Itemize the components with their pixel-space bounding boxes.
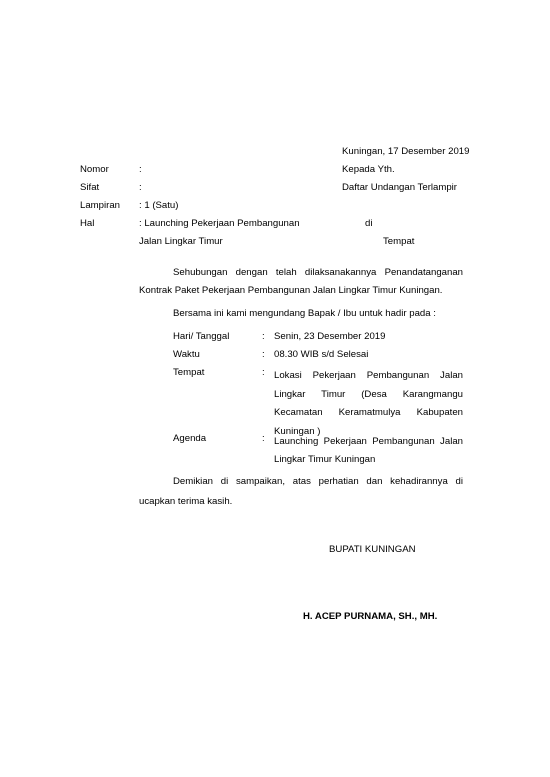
- waktu-value: 08.30 WIB s/d Selesai: [274, 349, 369, 360]
- recipient-line-1: Kepada Yth.: [342, 164, 395, 175]
- body-paragraph-1: Sehubungan dengan telah dilaksanakannya Penandatanganan Kontrak Paket Pekerjaan Pembangunan Jalan Lingkar Timur Kuningan.: [139, 267, 463, 296]
- lampiran-label: Lampiran: [80, 200, 120, 211]
- hari-colon: :: [262, 331, 265, 342]
- sifat-label: Sifat: [80, 182, 100, 193]
- tempat-value: Lokasi Pekerjaan Pembangunan Jalan Lingkar Timur (Desa Karangmangu Kecamatan Keramatmulya Kabupaten Kuningan ): [274, 370, 463, 437]
- recipient-tempat: Tempat: [383, 236, 415, 247]
- hal-label: Hal: [80, 218, 95, 229]
- recipient-line-2: Daftar Undangan Terlampir: [342, 182, 458, 193]
- hal-value-line-2: Jalan Lingkar Timur: [139, 236, 223, 247]
- agenda-value: Launching Pekerjaan Pembangunan Jalan Lingkar Timur Kuningan: [274, 436, 463, 465]
- closing-paragraph: Demikian di sampaikan, atas perhatian dan kehadirannya di ucapkan terima kasih.: [139, 476, 463, 507]
- waktu-colon: :: [262, 349, 265, 360]
- body-paragraph-2: Bersama ini kami mengundang Bapak / Ibu untuk hadir pada :: [173, 308, 436, 319]
- hari-label: Hari/ Tanggal: [173, 331, 230, 342]
- waktu-label: Waktu: [173, 349, 200, 360]
- recipient-di: di: [365, 218, 373, 229]
- lampiran-value: : 1 (Satu): [139, 200, 179, 211]
- nomor-colon: :: [139, 164, 142, 175]
- hari-value: Senin, 23 Desember 2019: [274, 331, 386, 342]
- agenda-colon: :: [262, 433, 265, 444]
- signature-title: BUPATI KUNINGAN: [329, 544, 416, 555]
- hal-value-line-1: : Launching Pekerjaan Pembangunan: [139, 218, 300, 229]
- signature-name: H. ACEP PURNAMA, SH., MH.: [303, 611, 438, 622]
- nomor-label: Nomor: [80, 164, 109, 175]
- letter-date: Kuningan, 17 Desember 2019: [342, 146, 470, 157]
- sifat-colon: :: [139, 182, 142, 193]
- tempat-label: Tempat: [173, 367, 205, 378]
- tempat-colon: :: [262, 367, 265, 378]
- agenda-label: Agenda: [173, 433, 207, 444]
